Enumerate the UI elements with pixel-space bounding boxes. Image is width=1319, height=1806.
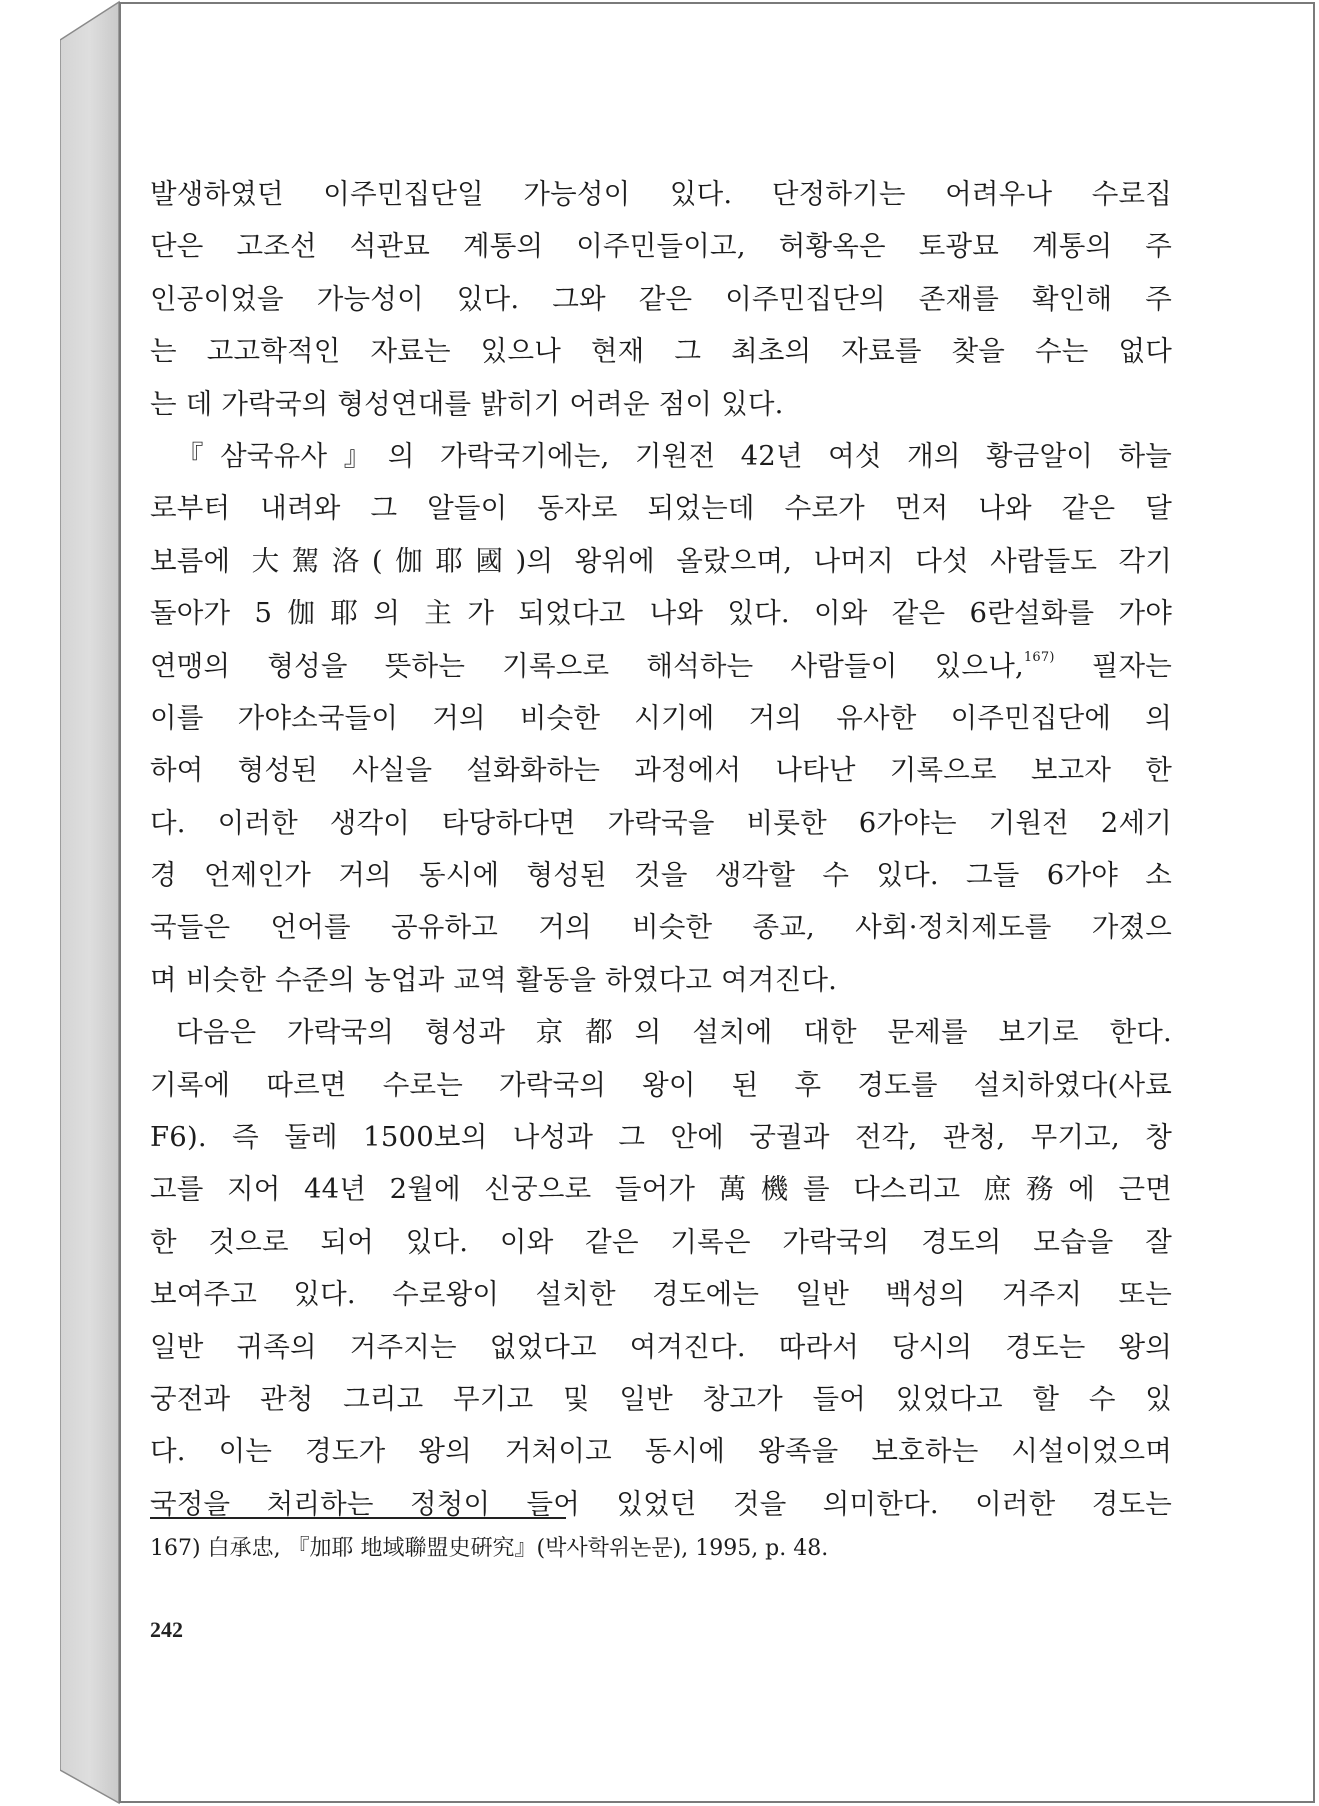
text-segment: 연맹의 형성을 뜻하는 기록으로 해석하는 사람들이 있으나, — [150, 649, 1024, 682]
body-text — [150, 168, 1172, 1530]
text-line: 기록에 따르면 수로는 가락국의 왕이 된 후 경도를 설치하였다(사료 — [150, 1068, 1172, 1101]
text-line: 하여 형성된 사실을 설화화하는 과정에서 나타난 기록으로 보고자 한 — [150, 754, 1172, 787]
text-line: 는 고고학적인 자료는 있으나 현재 그 최초의 자료를 찾을 수는 없다 — [150, 335, 1172, 368]
text-line: 돌아가 5伽耶의 主가 되었다고 나와 있다. 이와 같은 6란설화를 가야 — [150, 597, 1172, 630]
text-line: 국들은 언어를 공유하고 거의 비슷한 종교, 사회·정치제도를 가졌으 — [150, 911, 1172, 944]
text-line: 다음은 가락국의 형성과 京都의 설치에 대한 문제를 보기로 한다. — [176, 1016, 1172, 1049]
text-line: 는 데 가락국의 형성연대를 밝히기 어려운 점이 있다. — [150, 387, 784, 420]
paragraph-3 — [150, 1006, 1172, 1530]
text-line: 보여주고 있다. 수로왕이 설치한 경도에는 일반 백성의 거주지 또는 — [150, 1278, 1172, 1311]
paragraph-1 — [150, 168, 1172, 430]
text-line: 한 것으로 되어 있다. 이와 같은 기록은 가락국의 경도의 모습을 잘 — [150, 1225, 1172, 1258]
text-segment: 필자는 — [1054, 649, 1172, 682]
text-line: 일반 귀족의 거주지는 없었다고 여겨진다. 따라서 당시의 경도는 왕의 — [150, 1330, 1172, 1363]
footnote-marker[interactable]: 167) — [1023, 649, 1055, 665]
text-line-with-footnote — [150, 640, 1172, 692]
footnote-divider — [150, 1517, 566, 1519]
text-line: 『삼국유사』의 가락국기에는, 기원전 42년 여섯 개의 황금알이 하늘 — [176, 439, 1172, 472]
text-line: 보름에 大駕洛(伽耶國)의 왕위에 올랐으며, 나머지 다섯 사람들도 각기 — [150, 544, 1172, 577]
text-line: 로부터 내려와 그 알들이 동자로 되었는데 수로가 먼저 나와 같은 달 — [150, 492, 1172, 525]
text-line: 인공이었을 가능성이 있다. 그와 같은 이주민집단의 존재를 확인해 주 — [150, 282, 1172, 315]
text-line: 며 비슷한 수준의 농업과 교역 활동을 하였다고 여겨진다. — [150, 963, 838, 996]
footnote-167: 167) 白承忠, 『加耶 地域聯盟史硏究』(박사학위논문), 1995, p. 48. — [150, 1536, 829, 1561]
page-number: 242 — [150, 1617, 183, 1642]
text-line: 발생하였던 이주민집단일 가능성이 있다. 단정하기는 어려우나 수로집 — [150, 178, 1172, 210]
book-spine — [60, 0, 120, 1806]
text-line: 이를 가야소국들이 거의 비슷한 시기에 거의 유사한 이주민집단에 의 — [150, 701, 1172, 734]
text-line: 국정을 처리하는 정청이 들어 있었던 것을 의미한다. 이러한 경도는 — [150, 1487, 1172, 1520]
text-line: 단은 고조선 석관묘 계통의 이주민들이고, 허황옥은 토광묘 계통의 주 — [150, 230, 1172, 263]
text-line: 경 언제인가 거의 동시에 형성된 것을 생각할 수 있다. 그들 6가야 소 — [150, 859, 1172, 892]
text-line: 다. 이러한 생각이 타당하다면 가락국을 비롯한 6가야는 기원전 2세기 — [150, 806, 1172, 839]
text-line: 다. 이는 경도가 왕의 거처이고 동시에 왕족을 보호하는 시설이었으며 — [150, 1435, 1172, 1468]
paragraph-2 — [150, 430, 1172, 1006]
text-line: 고를 지어 44년 2월에 신궁으로 들어가 萬機를 다스리고 庶務에 근면 — [150, 1173, 1172, 1206]
text-line: 궁전과 관청 그리고 무기고 및 일반 창고가 들어 있었다고 할 수 있 — [150, 1382, 1172, 1415]
text-line: F6). 즉 둘레 1500보의 나성과 그 안에 궁궐과 전각, 관청, 무기고, 창 — [150, 1121, 1172, 1154]
